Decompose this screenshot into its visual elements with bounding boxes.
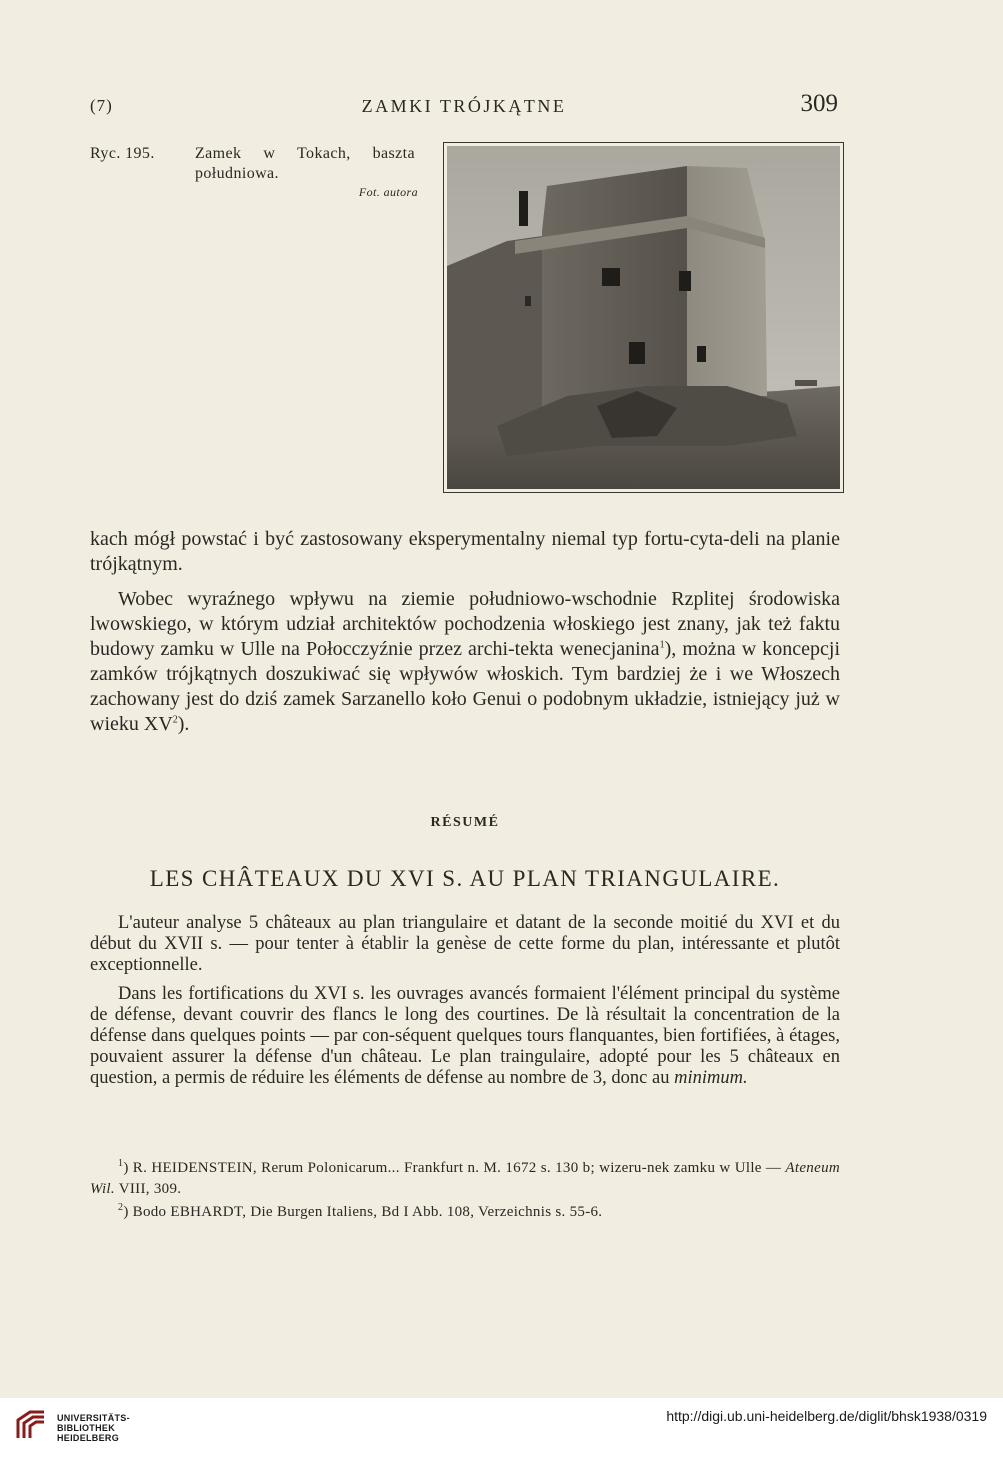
paragraph-1-text: kach mógł powstać i być zastosowany eksperymentalny niemal typ fortu-cyta-deli na planie trójkątnym. (90, 528, 840, 575)
figure-photo-frame (443, 142, 844, 493)
resume-paragraph-1 (90, 913, 840, 976)
footnote-2 (90, 1202, 840, 1223)
library-name-line-1: UNIVERSITÄTS- (57, 1413, 130, 1423)
source-url-link[interactable]: http://digi.ub.uni-heidelberg.de/diglit/bhsk1938/0319 (666, 1408, 987, 1424)
figure-number: Ryc. 195. (90, 145, 155, 162)
library-name-line-2: BIBLIOTHEK (57, 1423, 115, 1433)
footnote-1 (90, 1158, 840, 1200)
section-number: (7) (90, 96, 113, 115)
footnote-ref-2[interactable]: 2 (172, 714, 178, 726)
resume-emphasis: minimum. (674, 1068, 748, 1088)
photo-credit: Fot. autora (358, 185, 418, 199)
resume-title: LES CHÂTEAUX DU XVI S. AU PLAN TRIANGULAIRE. (149, 866, 781, 891)
paragraph-1 (90, 527, 840, 577)
library-name (57, 1413, 130, 1443)
resume-paragraph-2-text: Dans les fortifications du XVI s. les ouvrages avancés formaient l'élément principal du système de défense, devant couvrir des flancs le long des courtines. De là résultait la concentration de la défense dans quelques points — par con-séquent quelques tours flanquantes, bien fortifiées, à étages, pouvaient assurer la défense d'un château. Le plan traingulaire, adopté pour les 5 châteaux en question, a permis de réduire les éléments de défense au nombre de 3, donc au (90, 984, 840, 1088)
paragraph-2-part-b: ), można w koncepcji zamków trójkątnych doszukiwać się wpływów włoskich. Tym bardziej że i we Włoszech zachowany jest do dziś zamek Sarzanello koło Genui o podobnym układzie, istniejący już w wieku XV (90, 638, 841, 735)
resume-heading: RÉSUMÉ (430, 815, 500, 830)
footnote-1-text-a: ) R. HEIDENSTEIN, Rerum Polonicarum... Frankfurt n. M. 1672 s. 130 b; wizeru-nek zamku w Ulle — (123, 1160, 786, 1176)
footnote-1-mark: 1 (118, 1158, 124, 1169)
paragraph-2-part-c: ). (177, 713, 190, 735)
library-logo-icon (14, 1408, 48, 1442)
library-name-line-3: HEIDELBERG (57, 1433, 120, 1443)
footnotes (90, 1158, 840, 1225)
running-head (90, 92, 838, 122)
footnote-2-mark: 2 (118, 1202, 124, 1213)
resume-paragraph-2 (90, 984, 840, 1089)
footnote-1-text-b: VIII, 309. (114, 1181, 182, 1197)
figure-caption-text: Zamek w Tokach, baszta południowa. (195, 145, 415, 182)
paragraph-2 (90, 587, 840, 737)
page-number: 309 (800, 90, 838, 117)
footer-bar (0, 1398, 1003, 1466)
castle-tower-photo (447, 146, 840, 489)
paragraph-2-part-a: Wobec wyraźnego wpływu na ziemie południowo-wschodnie Rzplitej środowiska lwowskiego, w którym udział architektów pochodzenia włoskiego jest znany, jak też faktu budowy zamku w Ulle na Połocczyźnie przez archi-tekta wenecjanina (90, 588, 840, 660)
footnote-ref-1[interactable]: 1 (659, 639, 665, 651)
footnote-2-text: ) Bodo EBHARDT, Die Burgen Italiens, Bd I Abb. 108, Verzeichnis s. 55-6. (123, 1204, 603, 1220)
resume-paragraph-1-text: L'auteur analyse 5 châteaux au plan triangulaire et datant de la seconde moitié du XVI et du début du XVII s. — pour tenter à établir la genèse de cette forme du plan, intéressante et plutôt exceptionnelle. (90, 913, 840, 975)
running-title: ZAMKI TRÓJKĄTNE (361, 96, 567, 116)
footnote-1-emphasis: Ateneum Wil. (90, 1160, 840, 1197)
